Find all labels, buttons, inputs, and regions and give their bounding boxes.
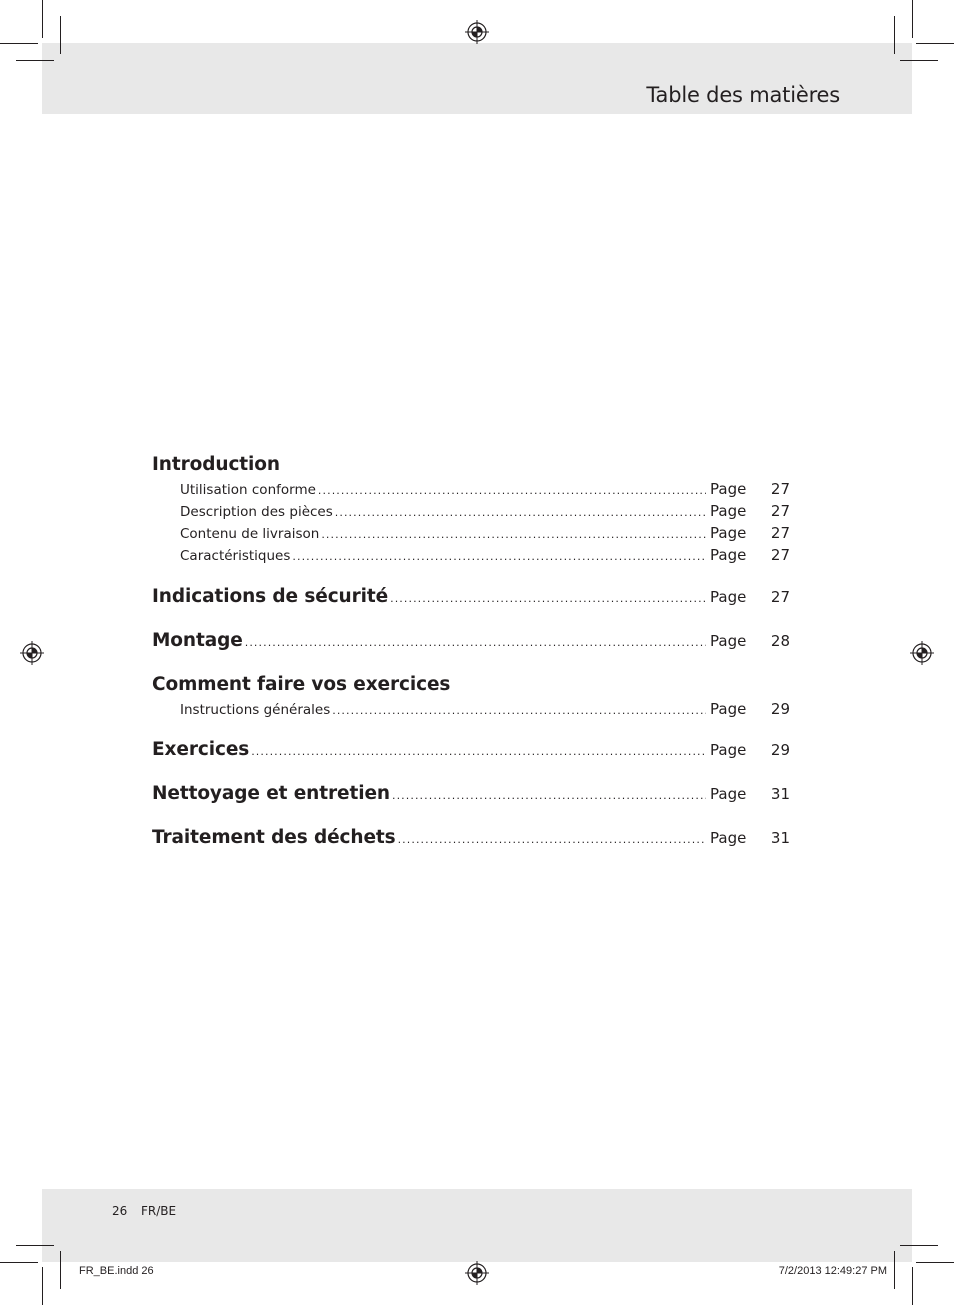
toc-page-number: 29 (770, 700, 790, 718)
toc-leader-dots (398, 833, 706, 846)
toc-leader-dots (392, 789, 706, 802)
toc-leader-dots (292, 550, 706, 563)
toc-page-number: 31 (770, 785, 790, 803)
toc-page-word: Page (710, 700, 747, 718)
crop-mark (894, 1251, 895, 1289)
toc-leader-dots (251, 745, 706, 758)
crop-mark (60, 1251, 61, 1289)
toc-item[interactable] (180, 480, 790, 500)
toc-section[interactable] (152, 586, 790, 610)
toc-item[interactable] (180, 700, 790, 720)
crop-mark (42, 0, 43, 38)
slug-timestamp: 7/2/2013 12:49:27 PM (778, 1265, 887, 1277)
toc-section-heading: Exercices (152, 739, 250, 760)
crop-mark (894, 16, 895, 54)
toc-section-heading: Introduction (152, 454, 280, 475)
toc-leader-dots (321, 528, 706, 541)
toc-leader-dots (390, 592, 706, 605)
toc-leader-dots (318, 484, 706, 497)
toc-section[interactable] (152, 783, 790, 807)
toc-section[interactable] (152, 630, 790, 654)
crop-mark (912, 0, 913, 38)
crop-mark (16, 60, 54, 61)
registration-mark-icon (20, 641, 44, 665)
crop-mark (916, 1262, 954, 1263)
toc-section-heading: Nettoyage et entretien (152, 783, 390, 804)
toc-page-word: Page (710, 588, 747, 606)
toc-item-label: Caractéristiques (180, 548, 291, 564)
toc-section-heading: Indications de sécurité (152, 586, 389, 607)
toc-page-word: Page (710, 502, 747, 520)
toc-page-number: 28 (770, 632, 790, 650)
toc-item-label: Contenu de livraison (180, 526, 320, 542)
toc-section-heading: Comment faire vos exercices (152, 674, 451, 695)
toc-item[interactable] (180, 502, 790, 522)
toc-page-word: Page (710, 785, 747, 803)
registration-mark-icon (465, 1261, 489, 1285)
toc-page-number: 27 (770, 502, 790, 520)
page-number: 26 (112, 1204, 128, 1218)
toc-section[interactable] (152, 739, 790, 763)
slug-filename: FR_BE.indd 26 (79, 1265, 154, 1277)
toc-item-label: Instructions générales (180, 702, 331, 718)
toc-item-label: Description des pièces (180, 504, 333, 520)
toc-leader-dots (335, 506, 706, 519)
page-title: Table des matières (646, 83, 840, 107)
toc-page-number: 27 (770, 546, 790, 564)
toc-page-number: 27 (770, 480, 790, 498)
toc-page-number: 27 (770, 524, 790, 542)
toc-page-number: 31 (770, 829, 790, 847)
crop-mark (900, 1245, 938, 1246)
footer-band (42, 1189, 912, 1262)
toc-leader-dots (245, 636, 706, 649)
toc-page-word: Page (710, 524, 747, 542)
toc-item-label: Utilisation conforme (180, 482, 316, 498)
toc-leader-dots (332, 704, 706, 717)
crop-mark (60, 16, 61, 54)
toc-page-word: Page (710, 632, 747, 650)
toc-item[interactable] (180, 524, 790, 544)
toc-section-heading: Traitement des déchets (152, 827, 396, 848)
registration-mark-icon (910, 641, 934, 665)
toc-page-word: Page (710, 546, 747, 564)
registration-mark-icon (465, 20, 489, 44)
toc-section[interactable] (152, 827, 790, 851)
crop-mark (42, 1267, 43, 1305)
crop-mark (16, 1245, 54, 1246)
toc-page-word: Page (710, 480, 747, 498)
crop-mark (0, 1262, 38, 1263)
toc-section-heading: Montage (152, 630, 243, 651)
toc-item[interactable] (180, 546, 790, 566)
crop-mark (916, 43, 954, 44)
toc-page-number: 29 (770, 741, 790, 759)
region-code: FR/BE (141, 1204, 177, 1218)
toc-page-word: Page (710, 829, 747, 847)
crop-mark (912, 1267, 913, 1305)
crop-mark (0, 43, 38, 44)
toc-page-word: Page (710, 741, 747, 759)
crop-mark (900, 60, 938, 61)
toc-page-number: 27 (770, 588, 790, 606)
